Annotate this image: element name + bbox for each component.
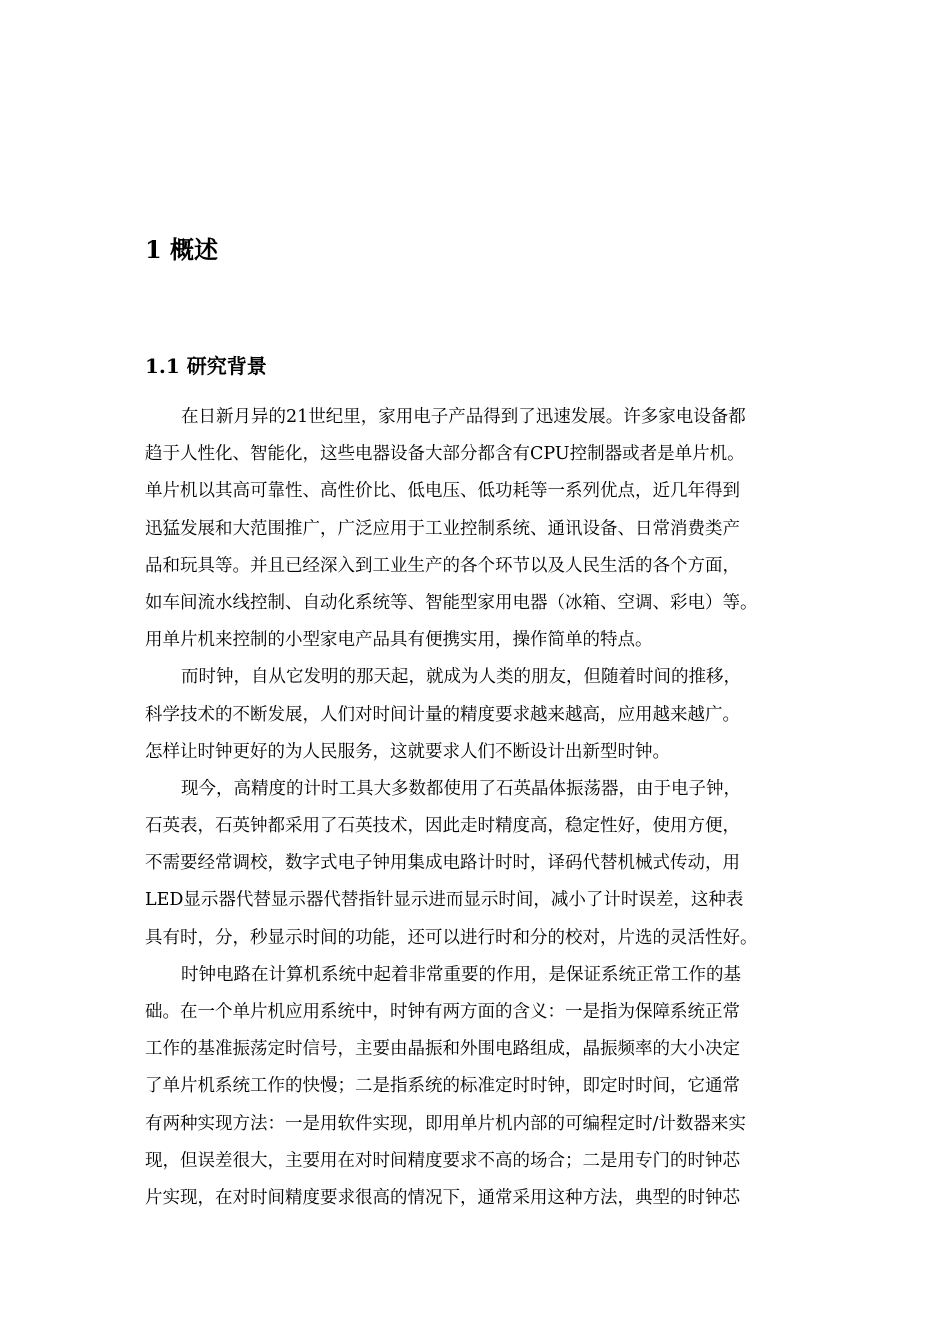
text-line: 础。在一个单片机应用系统中，时钟有两方面的含义：一是指为保障系统正常 <box>145 1002 740 1022</box>
text-line: 在日新月异的21世纪里，家用电子产品得到了迅速发展。许多家电设备都 <box>181 407 746 427</box>
section-title: 1.1 研究背景 <box>145 354 267 378</box>
text-line: 如车间流水线控制、自动化系统等、智能型家用电器（冰箱、空调、彩电）等。 <box>145 592 758 613</box>
text-line: 迅猛发展和大范围推广，广泛应用于工业控制系统、通讯设备、日常消费类产 <box>145 518 740 539</box>
text-line: 品和玩具等。并且已经深入到工业生产的各个环节以及人民生活的各个方面， <box>145 555 740 576</box>
text-line: 现，但误差很大，主要用在对时间精度要求不高的场合；二是用专门的时钟芯 <box>145 1150 740 1171</box>
text-line: 趋于人性化、智能化，这些电器设备大部分都含有CPU控制器或者是单片机。 <box>145 444 745 465</box>
text-line: 怎样让时钟更好的为人民服务，这就要求人们不断设计出新型时钟。 <box>145 741 670 762</box>
text-line: 片实现，在对时间精度要求很高的情况下，通常采用这种方法，典型的时钟芯 <box>145 1187 740 1208</box>
text-line: LED显示器代替显示器代替指针显示进而显示时间，减小了计时误差，这种表 <box>145 890 744 911</box>
paragraph-4 <box>145 957 815 1217</box>
text-line: 具有时，分，秒显示时间的功能，还可以进行时和分的校对，片选的灵活性好。 <box>145 927 758 948</box>
paragraph-1 <box>145 399 815 659</box>
text-line: 用单片机来控制的小型家电产品具有便携实用，操作简单的特点。 <box>145 630 653 651</box>
text-line: 了单片机系统工作的快慢；二是指系统的标准定时时钟，即定时时间，它通常 <box>145 1076 740 1097</box>
text-line: 科学技术的不断发展，人们对时间计量的精度要求越来越高，应用越来越广。 <box>145 704 740 725</box>
text-line: 而时钟，自从它发明的那天起，就成为人类的朋友，但随着时间的推移， <box>181 667 741 688</box>
text-line: 工作的基准振荡定时信号，主要由晶振和外围电路组成，晶振频率的大小决定 <box>145 1039 740 1060</box>
text-line: 石英表，石英钟都采用了石英技术，因此走时精度高，稳定性好，使用方便， <box>145 816 740 837</box>
body-text <box>145 399 815 1217</box>
text-line: 不需要经常调校，数字式电子钟用集成电路计时时，译码代替机械式传动，用 <box>145 853 740 874</box>
text-line: 时钟电路在计算机系统中起着非常重要的作用，是保证系统正常工作的基 <box>181 964 741 985</box>
paragraph-2 <box>145 659 815 771</box>
paragraph-3 <box>145 771 815 957</box>
text-line: 有两种实现方法：一是用软件实现，即用单片机内部的可编程定时/计数器来实 <box>145 1113 746 1134</box>
text-line: 单片机以其高可靠性、高性价比、低电压、低功耗等一系列优点，近几年得到 <box>145 481 740 502</box>
chapter-title: 1 概述 <box>145 235 219 264</box>
text-line: 现今，高精度的计时工具大多数都使用了石英晶体振荡器，由于电子钟， <box>181 778 741 799</box>
